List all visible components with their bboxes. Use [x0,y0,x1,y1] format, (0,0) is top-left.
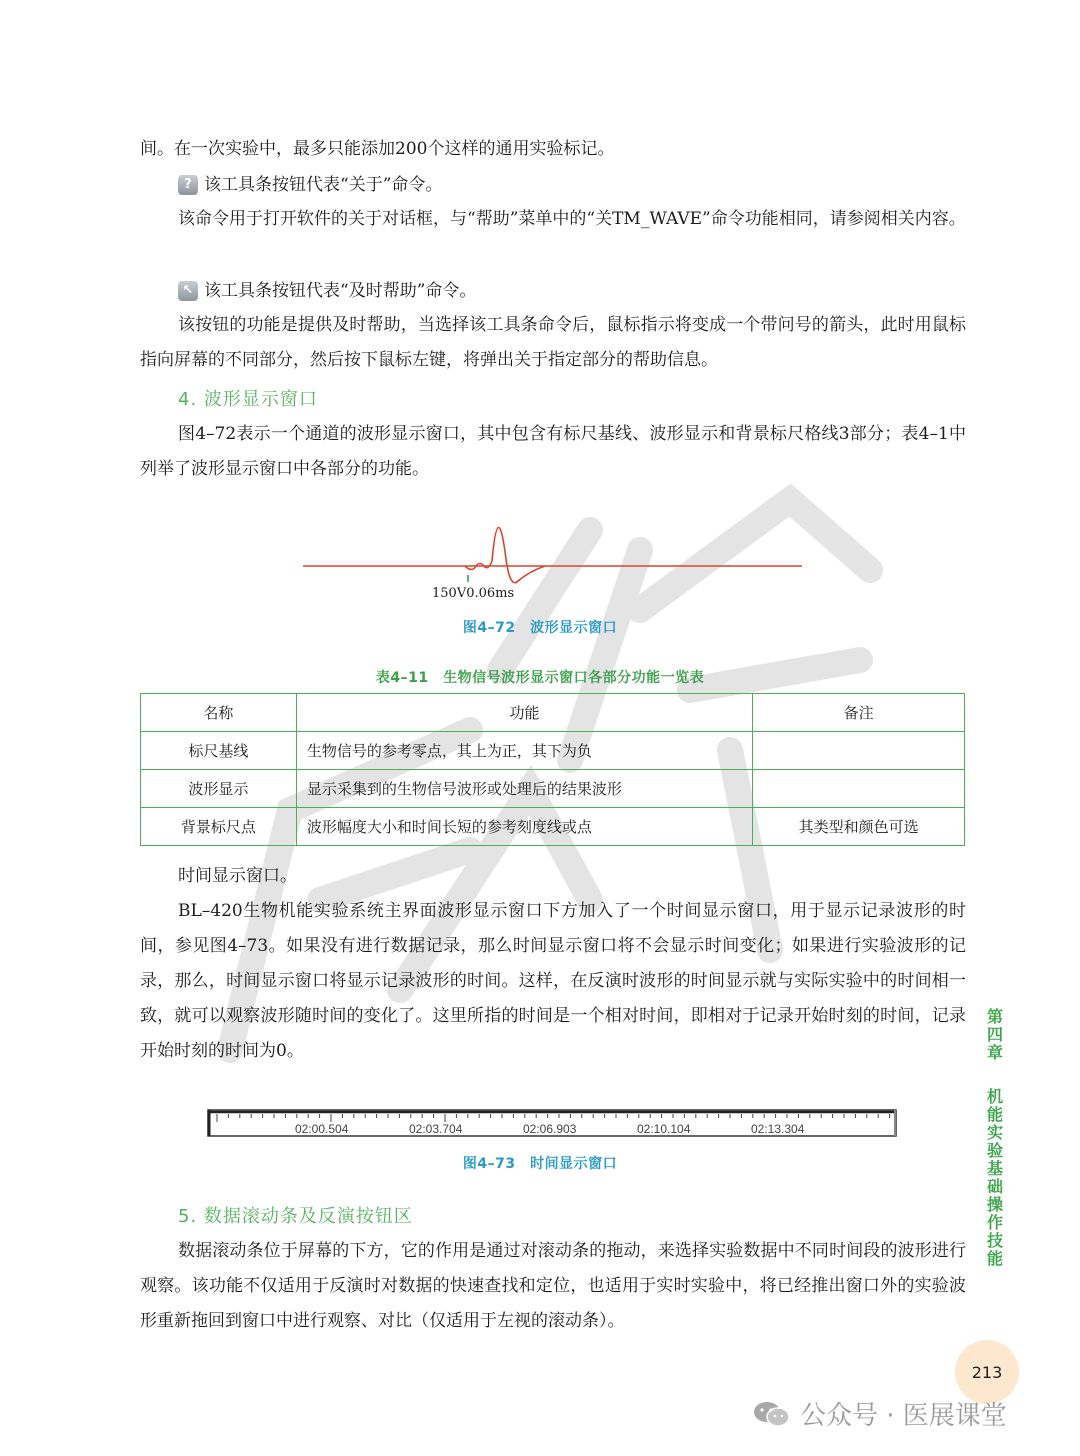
table-cell: 波形幅度大小和时间长短的参考刻度线或点 [296,808,752,846]
paragraph-about: 该命令用于打开软件的关于对话框，与“帮助”菜单中的“关TM_WAVE”命令功能相同，请参阅相关内容。 [178,209,966,229]
table-row [141,808,965,846]
page-number: 213 [955,1340,1019,1404]
table-header: 名称 [141,694,297,732]
table-row [141,770,965,808]
time-tick-label: 02:00.504 [295,1122,349,1136]
about-text: 该工具条按钮代表“关于”命令。 [204,175,443,195]
table-header: 备注 [753,694,965,732]
side-tab-char: 第 [986,1007,1003,1026]
table-header: 功能 [296,694,752,732]
side-tab-char: 作 [986,1213,1003,1232]
table-cell: 其类型和颜色可选 [753,808,965,846]
chapter-side-tab [984,1008,1006,1268]
paragraph-wave-window: 图4–72表示一个通道的波形显示窗口，其中包含有标尺基线、波形显示和背景标尺格线3部分；表4–1中列举了波形显示窗口中各部分的功能。 [140,424,966,479]
table-cell: 波形显示 [141,770,297,808]
side-tab-char: 实 [986,1123,1003,1142]
time-tick-label: 02:03.704 [409,1122,463,1136]
footer-text: 公众号 · 医展课堂 [800,1401,1007,1431]
side-tab-char: 机 [986,1087,1003,1106]
table-cell: 显示采集到的生物信号波形或处理后的结果波形 [296,770,752,808]
wechat-icon [752,1399,792,1429]
table-header-row [141,694,965,732]
time-display-bar [207,1108,897,1138]
time-window-label: 时间显示窗口。 [178,866,297,886]
side-tab-char: 能 [986,1105,1003,1124]
help-text: 该工具条按钮代表“及时帮助”命令。 [204,281,477,301]
table-cell [753,770,965,808]
figure-72-caption: 图4–72 波形显示窗口 [462,620,618,636]
waveform [465,527,545,582]
table-cell [753,732,965,770]
time-tick-label: 02:10.104 [637,1122,691,1136]
table-cell: 生物信号的参考零点，其上为正，其下为负 [296,732,752,770]
paragraph-help: 该按钮的功能是提供及时帮助，当选择该工具条命令后，鼠标指示将变成一个带问号的箭头，此时用鼠标指向屏幕的不同部分，然后按下鼠标左键，将弹出关于指定部分的帮助信息。 [140,315,966,370]
question-mark-icon: ? [178,175,198,195]
side-tab-char: 章 [986,1043,1003,1062]
side-tab-char: 础 [986,1177,1003,1196]
side-tab-char: 技 [986,1231,1003,1250]
side-tab-char: 能 [986,1249,1003,1268]
paragraph-time-window: BL–420生物机能实验系统主界面波形显示窗口下方加入了一个时间显示窗口，用于显示记录波形的时间，参见图4–73。如果没有进行数据记录，那么时间显示窗口将不会显示时间变化；如果进行实验波形的记录，那么，时间显示窗口将显示记录波形的时间。这样，在反演时波形的时间显示就与实际实验中的时间相一致，就可以观察波形随时间的变化了。这里所指的时间是一个相对时间，即相对于记录开始时刻的时间，记录开始时刻的时间为0。 [140,901,966,1061]
side-tab-char: 操 [986,1195,1003,1214]
section-5-heading: 5. 数据滚动条及反演按钮区 [178,1206,413,1227]
section-4-heading: 4. 波形显示窗口 [178,389,318,410]
paragraph-scrollbar: 数据滚动条位于屏幕的下方，它的作用是通过对滚动条的拖动，来选择实验数据中不同时间段的波形进行观察。该功能不仅适用于反演时对数据的快速查找和定位，也适用于实时实验中，将已经推出窗口外的实验波形重新拖回到窗口中进行观察、对比（仅适用于左视的滚动条）。 [140,1241,966,1331]
figure-73-caption: 图4–73 时间显示窗口 [462,1156,618,1172]
side-tab-char: 基 [986,1159,1003,1178]
wave-scale-label: 150V0.06ms [432,586,515,601]
table-cell: 背景标尺点 [141,808,297,846]
table-cell: 标尺基线 [141,732,297,770]
function-table [140,693,965,846]
arrow-question-icon: ↖ [178,281,198,301]
about-line [178,171,442,199]
table-row [141,732,965,770]
table-title: 表4–11 生物信号波形显示窗口各部分功能一览表 [375,670,705,686]
footer-brand [752,1395,1007,1432]
side-tab-char: 验 [986,1141,1003,1160]
paragraph-markers: 间。在一次实验中，最多只能添加200个这样的通用实验标记。 [140,139,615,159]
side-tab-char: 四 [986,1025,1003,1044]
help-line [178,277,476,305]
time-tick-label: 02:13.304 [751,1122,805,1136]
wave-figure [300,515,805,610]
time-tick-label: 02:06.903 [523,1122,577,1136]
